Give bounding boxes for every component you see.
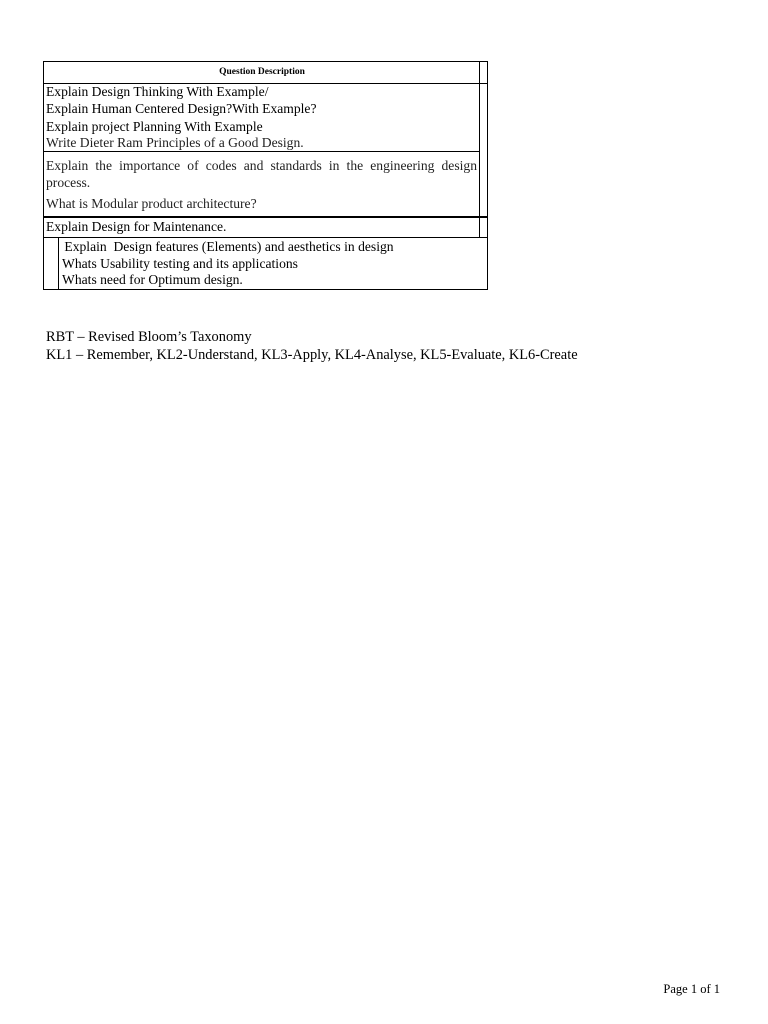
question-item: Explain Human Centered Design?With Example? (46, 101, 317, 116)
table-border-bottom (43, 289, 488, 290)
page-number: Page 1 of 1 (663, 982, 720, 996)
table-border-right (487, 61, 488, 290)
question-item: What is Modular product architecture? (46, 196, 257, 211)
question-item: Whats need for Optimum design. (62, 272, 243, 287)
table-row-separator (43, 151, 480, 152)
question-item: Whats Usability testing and its applications (62, 255, 298, 271)
question-item: Explain Design for Maintenance. (46, 218, 227, 234)
table-header: Question Description (219, 67, 305, 77)
rbt-note: RBT – Revised Bloom’s Taxonomy (46, 329, 252, 345)
question-item: Write Dieter Ram Principles of a Good Design. (46, 134, 304, 150)
question-item: Explain the importance of codes and standards in the engineering design process. (46, 158, 477, 190)
kl-note: KL1 – Remember, KL2-Understand, KL3-Apply, KL4-Analyse, KL5-Evaluate, KL6-Create (46, 347, 578, 363)
table-inner-divider (58, 237, 59, 289)
table-border-left (43, 61, 44, 290)
question-item: Explain project Planning With Example (46, 118, 263, 134)
question-item: Explain Design Thinking With Example/ (46, 84, 269, 99)
table-col-divider (479, 61, 480, 238)
question-item: Explain Design features (Elements) and aesthetics in design (61, 238, 394, 254)
